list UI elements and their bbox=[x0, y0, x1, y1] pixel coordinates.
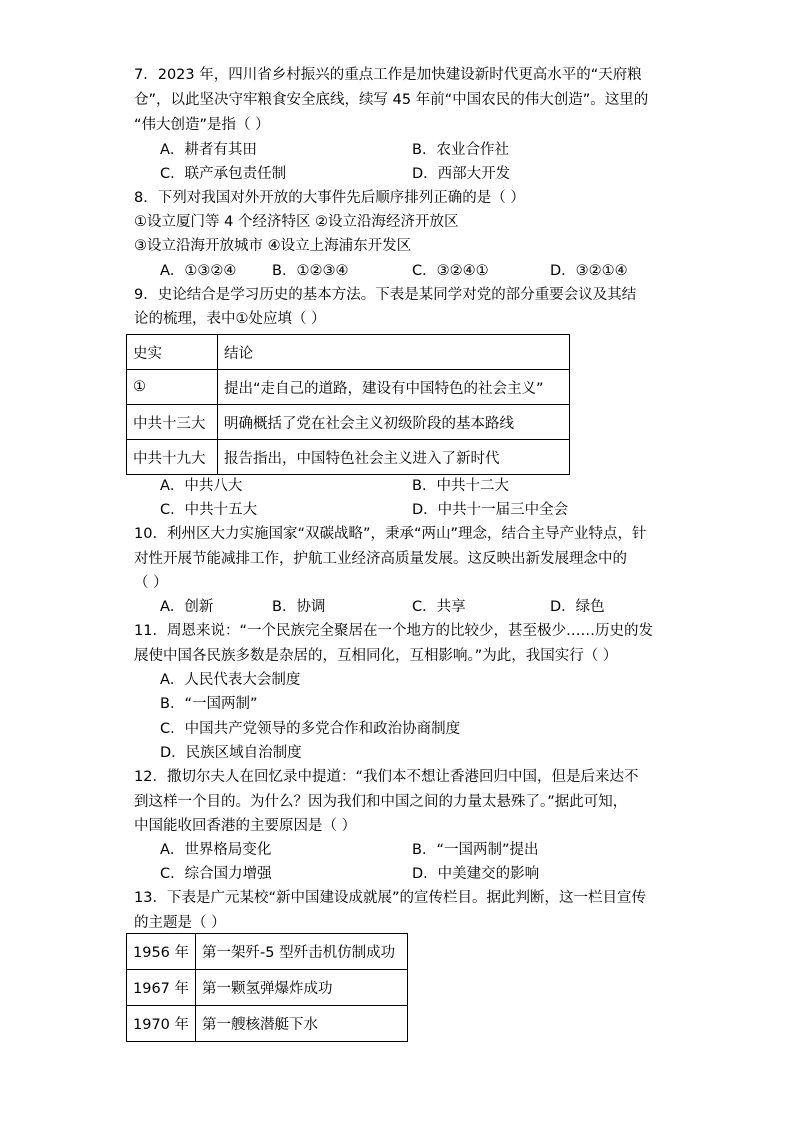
q13-table-cell-event: 第一架歼-5 型歼击机仿制成功 bbox=[196, 934, 408, 970]
q9-table-row bbox=[127, 405, 570, 440]
q7-stem-line-2: 仓”，以此坚决守牢粮食安全底线，续写 45 年前“中国农民的伟大创造”。这里的 bbox=[134, 92, 649, 108]
q11-option-d[interactable]: D．民族区域自治制度 bbox=[160, 745, 302, 761]
q13-table-cell-year: 1970 年 bbox=[127, 1006, 196, 1042]
q12-option-d[interactable]: D．中美建交的影响 bbox=[412, 866, 540, 882]
q10-option-a[interactable]: A．创新 bbox=[160, 599, 214, 615]
q10-stem-line-1: 10．利州区大力实施国家“双碳战略”，秉承“两山”理念，结合主导产业特点，针 bbox=[134, 526, 647, 542]
q9-table-header-row bbox=[127, 335, 570, 370]
q9-option-b[interactable]: B．中共十二大 bbox=[412, 478, 509, 494]
q9-table-cell-fact: 中共十三大 bbox=[127, 405, 218, 440]
q11-option-a[interactable]: A．人民代表大会制度 bbox=[160, 672, 301, 688]
q9-table-cell-conclusion: 提出“走自己的道路，建设有中国特色的社会主义” bbox=[218, 370, 570, 405]
q8-option-b[interactable]: B．①②③④ bbox=[272, 263, 349, 279]
q9-table-row bbox=[127, 370, 570, 405]
q9-table-cell-fact: ① bbox=[127, 370, 218, 405]
q8-item-line-2: ③设立沿海开放城市 ④设立上海浦东开发区 bbox=[134, 238, 412, 254]
q11-option-c[interactable]: C．中国共产党领导的多党合作和政治协商制度 bbox=[160, 721, 461, 737]
q9-stem-line-1: 9．史论结合是学习历史的基本方法。下表是某同学对党的部分重要会议及其结 bbox=[134, 287, 637, 303]
q9-table-cell-conclusion: 报告指出，中国特色社会主义进入了新时代 bbox=[218, 440, 570, 475]
q9-option-d[interactable]: D．中共十一届三中全会 bbox=[412, 502, 569, 518]
q10-stem-line-2: 对性开展节能减排工作，护航工业经济高质量发展。这反映出新发展理念中的 bbox=[134, 551, 627, 567]
q9-option-c[interactable]: C．中共十五大 bbox=[160, 502, 258, 518]
q11-stem-line-1: 11．周恩来说：“一个民族完全聚居在一个地方的比较少，甚至极少……历史的发 bbox=[134, 623, 653, 639]
q8-option-c[interactable]: C．③②④① bbox=[412, 263, 489, 279]
q13-table-cell-event: 第一艘核潜艇下水 bbox=[196, 1006, 408, 1042]
q7-stem-line-1: 7．2023 年，四川省乡村振兴的重点工作是加快建设新时代更高水平的“天府粮 bbox=[134, 67, 642, 83]
q7-option-a[interactable]: A．耕者有其田 bbox=[160, 142, 257, 158]
q9-table-header-fact: 史实 bbox=[127, 335, 218, 370]
q7-option-c[interactable]: C．联产承包责任制 bbox=[160, 166, 287, 182]
q7-option-b[interactable]: B．农业合作社 bbox=[412, 142, 509, 158]
q12-stem-line-1: 12．撒切尔夫人在回忆录中提道：“我们本不想让香港回归中国，但是后来达不 bbox=[134, 769, 639, 785]
q9-stem-line-2: 论的梳理，表中①处应填（ ） bbox=[134, 311, 326, 327]
q9-option-a[interactable]: A．中共八大 bbox=[160, 478, 243, 494]
q11-option-b[interactable]: B．“一国两制” bbox=[160, 696, 258, 712]
q9-table-row bbox=[127, 440, 570, 475]
q10-option-d[interactable]: D．绿色 bbox=[550, 599, 605, 615]
q10-option-c[interactable]: C．共享 bbox=[412, 599, 466, 615]
q13-table-cell-year: 1967 年 bbox=[127, 970, 196, 1006]
q12-stem-line-3: 中国能收回香港的主要原因是（ ） bbox=[134, 818, 357, 834]
q9-table-cell-fact: 中共十九大 bbox=[127, 440, 218, 475]
q13-table-row bbox=[127, 1006, 408, 1042]
q9-table-header-conclusion: 结论 bbox=[218, 335, 570, 370]
q12-option-c[interactable]: C．综合国力增强 bbox=[160, 866, 272, 882]
q12-option-a[interactable]: A．世界格局变化 bbox=[160, 842, 272, 858]
q8-option-d[interactable]: D．③②①④ bbox=[550, 263, 628, 279]
q9-table-cell-conclusion: 明确概括了党在社会主义初级阶段的基本路线 bbox=[218, 405, 570, 440]
q13-table-row bbox=[127, 970, 408, 1006]
q13-table-cell-event: 第一颗氢弹爆炸成功 bbox=[196, 970, 408, 1006]
q13-table-cell-year: 1956 年 bbox=[127, 934, 196, 970]
q13-table-row bbox=[127, 934, 408, 970]
q12-option-b[interactable]: B．“一国两制”提出 bbox=[412, 842, 539, 858]
q11-stem-line-2: 展使中国各民族多数是杂居的，互相同化，互相影响。”为此，我国实行（ ） bbox=[134, 648, 618, 664]
q13-stem-line-2: 的主题是（ ） bbox=[134, 915, 226, 931]
q13-table bbox=[126, 933, 408, 1042]
q8-stem-line-1: 8．下列对我国对外开放的大事件先后顺序排列正确的是（ ） bbox=[134, 190, 525, 206]
q13-stem-line-1: 13．下表是广元某校“新中国建设成就展”的宣传栏目。据此判断，这一栏目宣传 bbox=[134, 890, 646, 906]
q8-option-a[interactable]: A．①③②④ bbox=[160, 263, 237, 279]
q12-stem-line-2: 到这样一个目的。为什么？因为我们和中国之间的力量太悬殊了。”据此可知， bbox=[134, 794, 628, 810]
q9-table bbox=[126, 334, 570, 475]
q8-item-line-1: ①设立厦门等 4 个经济特区 ②设立沿海经济开放区 bbox=[134, 214, 459, 230]
q10-stem-line-3: （ ） bbox=[134, 575, 168, 591]
q7-stem-line-3: “伟大创造”是指（ ） bbox=[134, 117, 270, 133]
q7-option-d[interactable]: D．西部大开发 bbox=[412, 166, 511, 182]
q10-option-b[interactable]: B．协调 bbox=[272, 599, 326, 615]
